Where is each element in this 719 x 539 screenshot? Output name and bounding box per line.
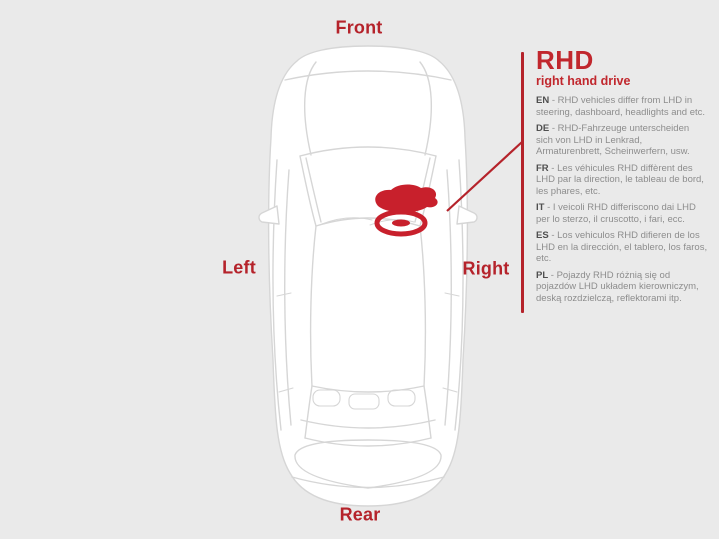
separator: - <box>549 123 558 134</box>
panel-entry-en <box>536 95 708 118</box>
lang-code-fr: FR <box>536 162 549 174</box>
panel-title: RHD <box>536 45 594 75</box>
lang-code-es: ES <box>536 230 549 241</box>
panel-entry-it <box>536 202 708 225</box>
label-front: Front <box>335 17 383 38</box>
label-right: Right <box>462 258 510 279</box>
entry-text-it: I veicoli RHD differiscono dai LHD per lo sterzo, il cruscotto, i fari, ecc. <box>536 202 696 225</box>
entry-text-pl: Pojazdy RHD różnią się od pojazdów LHD układem kierowniczym, deską rozdzielczą, reflektorami itp. <box>536 269 699 304</box>
separator: - <box>548 162 558 174</box>
panel-entry-es <box>536 230 708 265</box>
panel-subtitle: right hand drive <box>536 74 631 88</box>
lang-code-pl: PL <box>536 269 549 281</box>
lang-code-en: EN <box>536 95 550 106</box>
rhd-info-panel <box>536 46 708 309</box>
entry-text-en: RHD vehicles differ from LHD in steering, dashboard, headlights and etc. <box>536 95 706 118</box>
label-rear: Rear <box>339 504 381 525</box>
panel-entry-pl <box>536 270 708 305</box>
car-body-outline <box>269 46 468 506</box>
label-left: Left <box>222 257 256 278</box>
lang-code-it: IT <box>536 202 545 213</box>
separator: - <box>548 230 558 241</box>
entry-text-fr: Les véhicules RHD diffèrent des LHD par la direction, le tableau de bord, les phares, etc. <box>536 162 704 197</box>
panel-entry-fr <box>536 163 708 198</box>
lang-code-de: DE <box>536 123 550 134</box>
separator: - <box>548 269 557 281</box>
separator: - <box>549 95 558 106</box>
panel-left-rule <box>521 52 524 313</box>
entry-text-de: RHD-Fahrzeuge unterscheiden sich von LHD in Lenkrad, Armaturenbrett, Scheinwerfern, usw. <box>536 123 690 157</box>
entry-text-es: Los vehiculos RHD difieren de los LHD en la dirección, el tablero, los faros, etc. <box>536 230 708 264</box>
panel-entry-de <box>536 123 708 158</box>
separator: - <box>544 202 553 213</box>
